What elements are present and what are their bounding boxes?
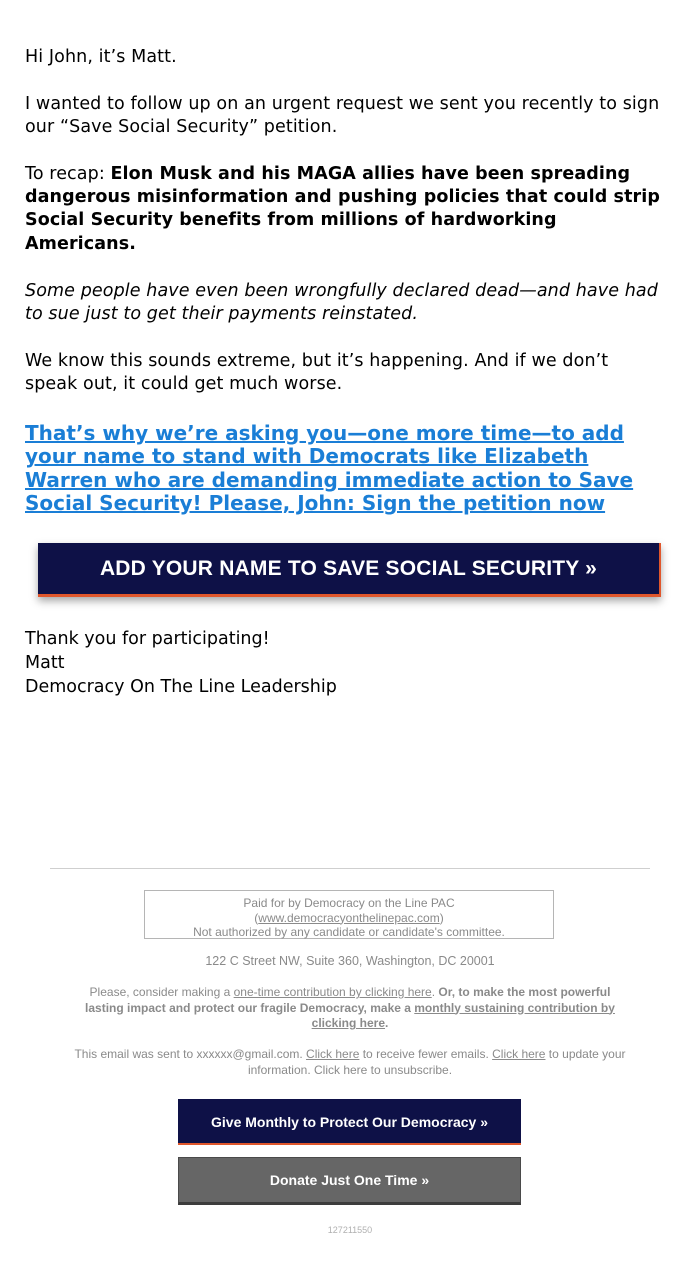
signoff-name: Matt: [25, 652, 65, 673]
consider-end: .: [385, 1016, 389, 1030]
greeting: Hi John, it’s Matt.: [25, 47, 177, 67]
paragraph-followup: I wanted to follow up on an urgent request we sent you recently to sign our “Save Social Security” petition.: [25, 94, 660, 138]
recap-bold: Elon Musk and his MAGA allies have been spreading dangerous misinformation and pushing policies that could strip Social Security benefits from millions of hardworking Americans.: [25, 164, 660, 254]
signoff: [25, 628, 337, 699]
add-your-name-button[interactable]: ADD YOUR NAME TO SAVE SOCIAL SECURITY »: [38, 543, 661, 597]
sign-petition-link[interactable]: That’s why we’re asking you—one more time—to add your name to stand with Democrats like Elizabeth Warren who are demanding immediate action to Save Social Security! Please, John: Sign the petition now: [25, 421, 634, 516]
monthly-contribution-link[interactable]: monthly sustaining contribution by clicking here: [311, 1000, 615, 1030]
mailing-address: 122 C Street NW, Suite 360, Washington, DC 20001: [205, 954, 495, 968]
website-link[interactable]: www.democracyonthelinepac.com: [258, 910, 440, 925]
give-monthly-button[interactable]: Give Monthly to Protect Our Democracy »: [178, 1099, 521, 1145]
paragraph-extreme: We know this sounds extreme, but it’s happening. And if we don’t speak out, it could get much worse.: [25, 351, 609, 395]
tracking-code: 127211550: [327, 1225, 373, 1235]
paragraph-recap: [25, 163, 673, 256]
sent-prefix: This email was sent to xxxxxx@gmail.com.: [74, 1047, 307, 1061]
sent-to-text: [60, 1047, 640, 1078]
update-info-link[interactable]: Click here: [492, 1047, 546, 1061]
paragraph-italic: Some people have even been wrongfully declared dead—and have had to sue just to get their payments reinstated.: [25, 281, 658, 325]
fewer-emails-link[interactable]: Click here: [306, 1047, 360, 1061]
signoff-thanks: Thank you for participating!: [25, 629, 270, 649]
website-line: [145, 911, 553, 926]
recap-prefix: To recap:: [25, 164, 111, 184]
signoff-org: Democracy On The Line Leadership: [25, 676, 337, 697]
donate-one-time-button[interactable]: Donate Just One Time »: [178, 1157, 521, 1205]
consider-period: .: [431, 985, 439, 999]
paren-open: (: [254, 910, 259, 925]
footer-divider: [50, 868, 650, 869]
sent-middle: to receive fewer emails.: [359, 1047, 493, 1061]
consider-prefix: Please, consider making a: [89, 985, 234, 999]
paid-for-box: [144, 890, 554, 939]
sent-suffix: to update your information. Click here to unsubscribe.: [247, 1047, 626, 1077]
contribution-text: [70, 985, 630, 1032]
not-authorized-text: Not authorized by any candidate or candidate's committee.: [193, 925, 505, 939]
consider-bold: Or, to make the most powerful lasting impact and protect our fragile Democracy, make a: [85, 985, 611, 1015]
paid-for-text: Paid for by Democracy on the Line PAC: [243, 896, 455, 910]
one-time-contribution-link[interactable]: one-time contribution by clicking here: [233, 985, 432, 999]
paren-close: ): [439, 910, 444, 925]
